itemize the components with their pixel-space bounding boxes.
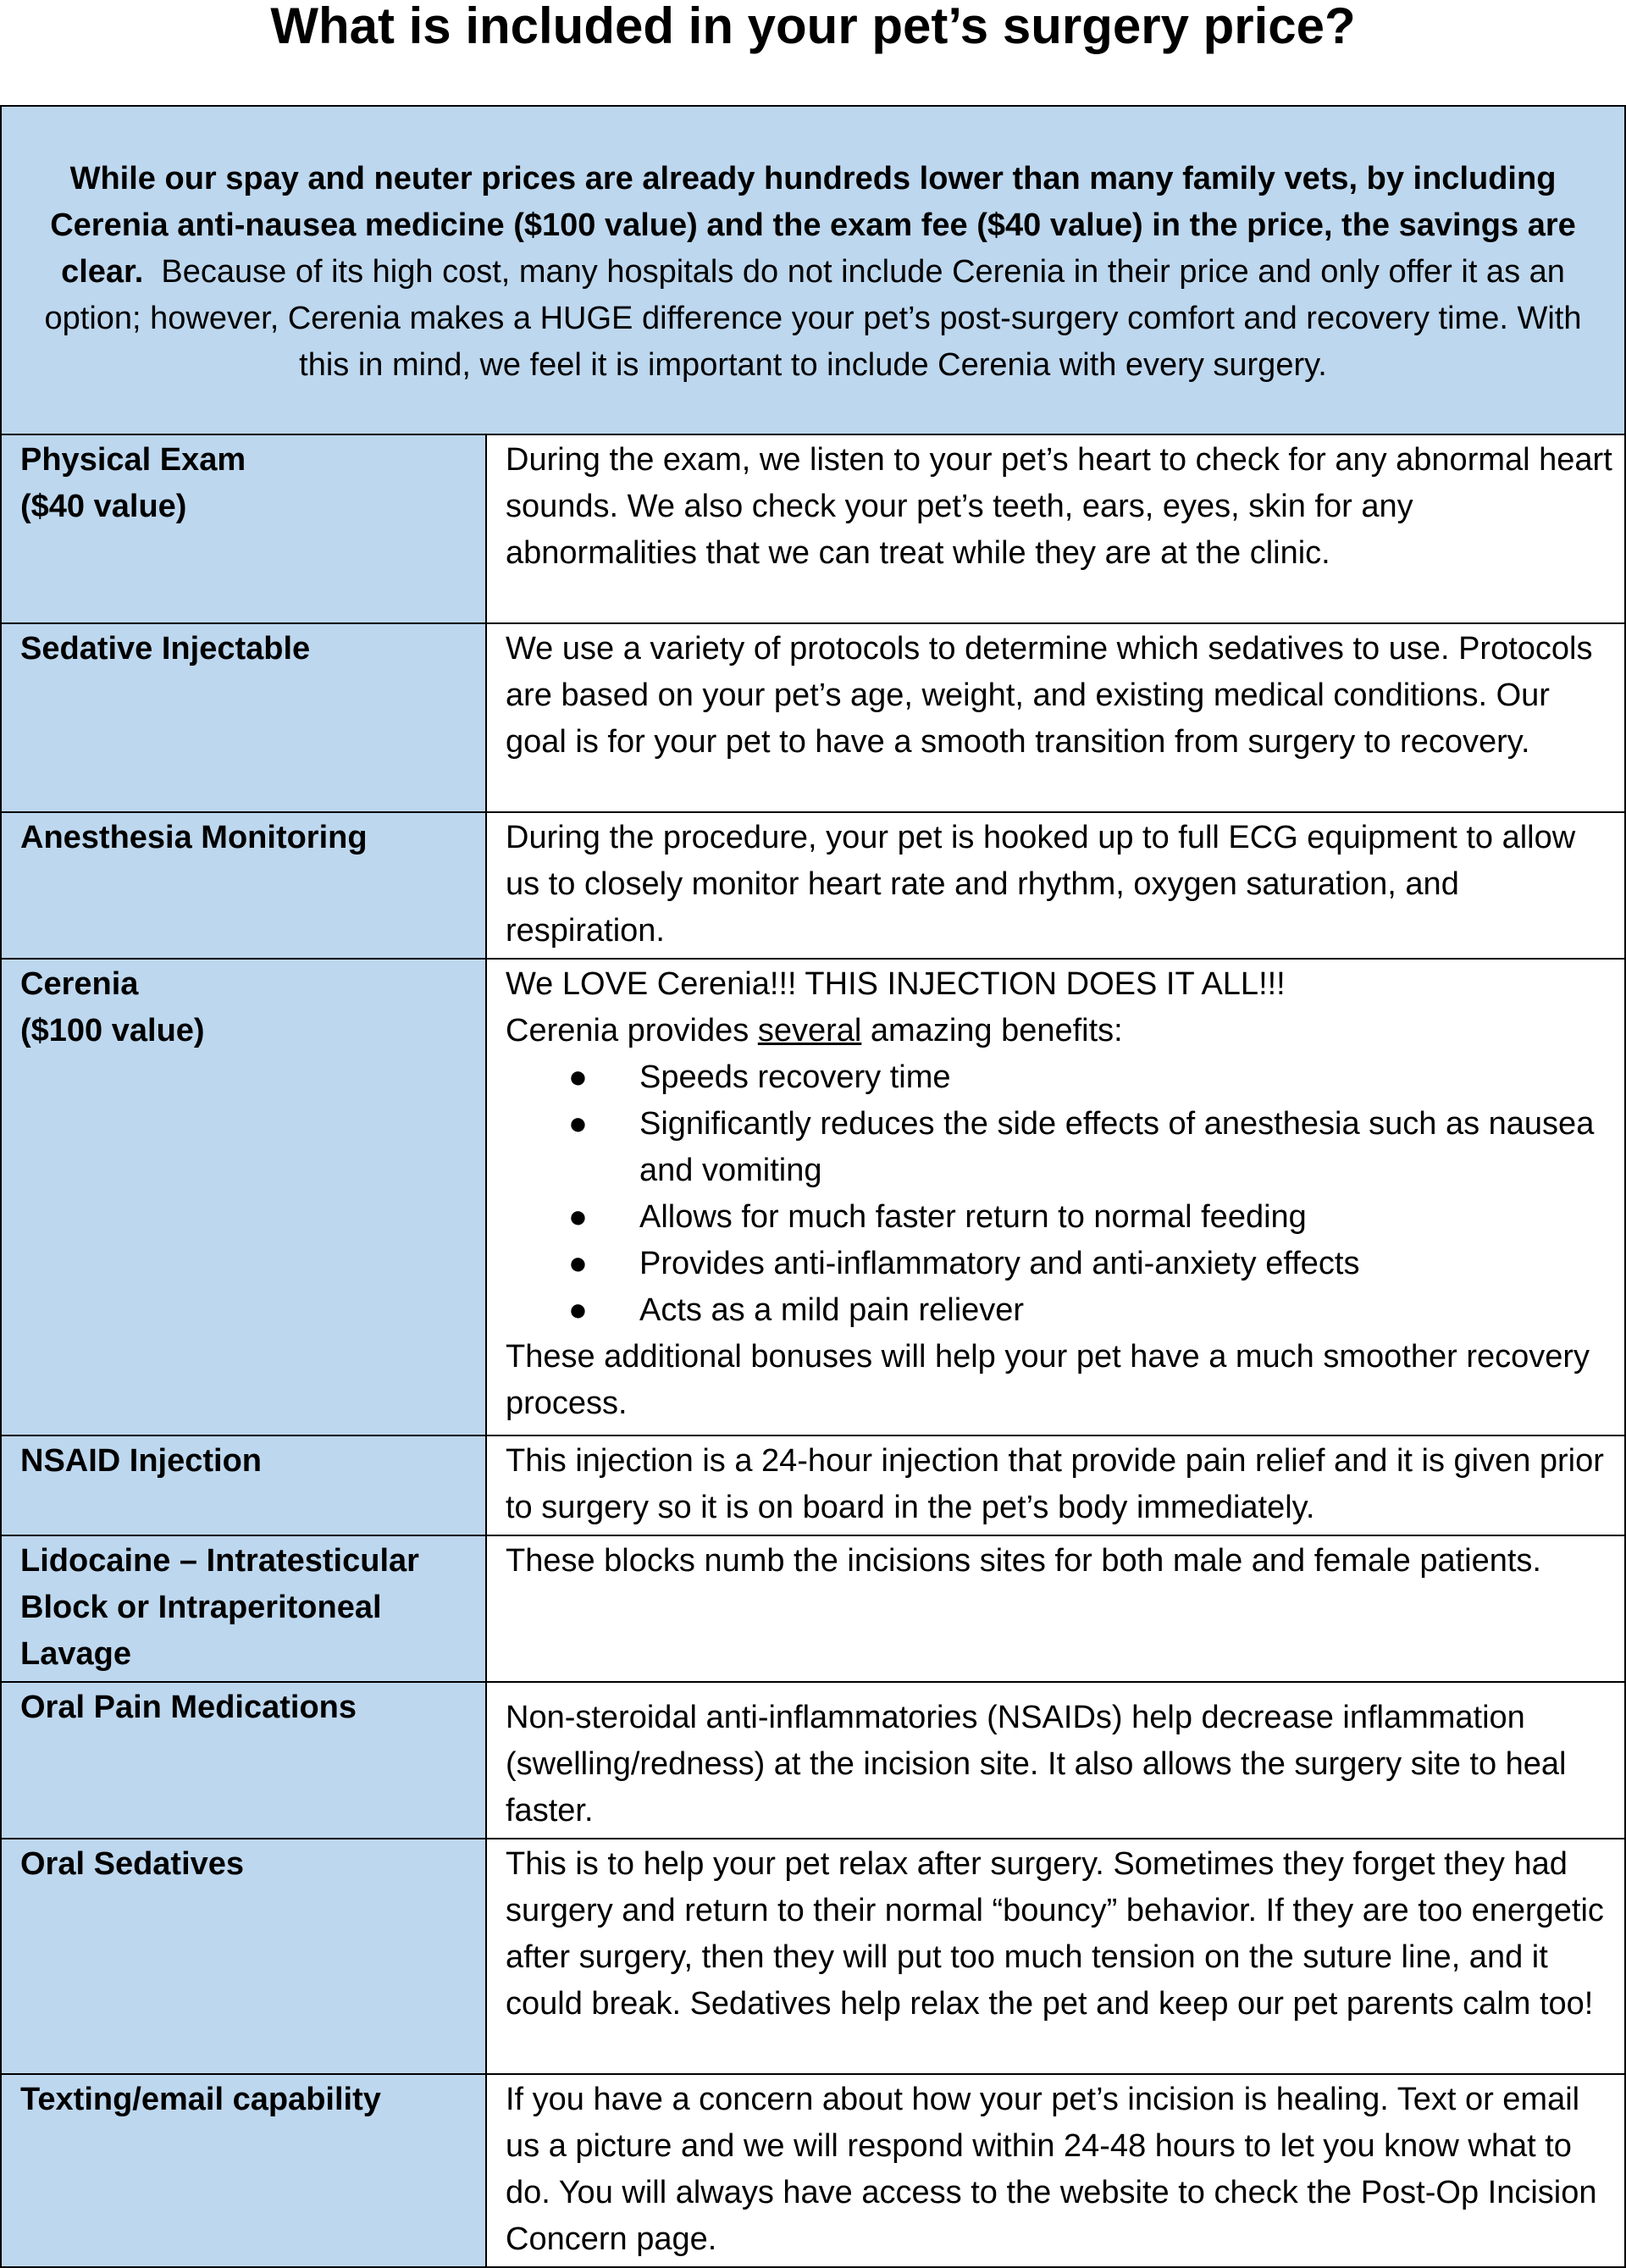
list-item-text: Provides anti-inflammatory and anti-anxiety effects xyxy=(639,1246,1360,1281)
list-item xyxy=(568,1101,1612,1194)
page-title: What is included in your pet’s surgery price? xyxy=(270,0,1356,54)
bullet-icon: ● xyxy=(568,1292,588,1328)
benefits-emphasis: several xyxy=(757,1013,862,1048)
row-label: Sedative Injectable xyxy=(1,623,486,812)
row-label xyxy=(1,434,486,623)
intro-cell xyxy=(1,106,1625,434)
row-description: Non-steroidal anti-inflammatories (NSAIDs) help decrease inflammation (swelling/redness) at the incision site. It also allows the surgery site to heal faster. xyxy=(486,1682,1625,1839)
list-item-text: Significantly reduces the side effects of anesthesia such as nausea and vomiting xyxy=(639,1106,1595,1188)
bullet-icon: ● xyxy=(568,1059,588,1095)
row-label-value: ($40 value) xyxy=(20,489,187,524)
list-item xyxy=(568,1287,1612,1334)
table-row-texting-email xyxy=(1,2074,1625,2267)
surgery-price-table xyxy=(0,105,1626,2268)
bullet-icon: ● xyxy=(568,1246,588,1281)
list-item xyxy=(568,1194,1612,1241)
list-item xyxy=(568,1241,1612,1287)
intro-row xyxy=(1,106,1625,434)
row-label: Texting/email capability xyxy=(1,2074,486,2267)
bullet-icon: ● xyxy=(568,1106,588,1142)
row-label: Anesthesia Monitoring xyxy=(1,812,486,959)
list-item-text: Acts as a mild pain reliever xyxy=(639,1292,1025,1328)
bullet-icon: ● xyxy=(568,1199,588,1235)
list-item xyxy=(568,1054,1612,1101)
row-label: Lidocaine – Intratesticular Block or Intraperitoneal Lavage xyxy=(1,1535,486,1682)
benefits-prefix: Cerenia provides xyxy=(506,1013,749,1048)
row-description: These blocks numb the incisions sites for both male and female patients. xyxy=(486,1535,1625,1682)
row-description: This is to help your pet relax after surgery. Sometimes they forget they had surgery and return to their normal “bouncy” behavior. If they are too energetic after surgery, then they will put too much tension on the suture line, and it could break. Sedatives help relax the pet and keep our pet parents calm too! xyxy=(486,1839,1625,2074)
intro-body-text: Because of its high cost, many hospitals do not include Cerenia in their price and only offer it as an option; however, Cerenia makes a HUGE difference your pet’s post-surgery comfort and recovery time. With this in mind, we feel it is important to include Cerenia with every surgery. xyxy=(44,254,1582,383)
row-label xyxy=(1,959,486,1435)
table-row-anesthesia-monitoring xyxy=(1,812,1625,959)
row-description: During the procedure, your pet is hooked up to full ECG equipment to allow us to closely monitor heart rate and rhythm, oxygen saturation, and respiration. xyxy=(486,812,1625,959)
row-description: This injection is a 24-hour injection that provide pain relief and it is given prior to surgery so it is on board in the pet’s body immediately. xyxy=(486,1435,1625,1535)
benefits-suffix: amazing benefits: xyxy=(870,1013,1123,1048)
table-row-sedative-injectable xyxy=(1,623,1625,812)
row-description: During the exam, we listen to your pet’s heart to check for any abnormal heart sounds. We also check your pet’s teeth, ears, eyes, skin for any abnormalities that we can treat while they are at the clinic. xyxy=(486,434,1625,623)
table-row-oral-sedatives xyxy=(1,1839,1625,2074)
list-item-text: Allows for much faster return to normal feeding xyxy=(639,1199,1307,1235)
intro-bold-text: While our spay and neuter prices are already hundreds lower than many family vets, by including Cerenia anti-nausea medicine ($100 value) and the exam fee ($40 value) in the price, the savings are clear. xyxy=(50,161,1576,290)
cerenia-closing: These additional bonuses will help your pet have a much smoother recovery process. xyxy=(506,1339,1590,1421)
table-row-physical-exam xyxy=(1,434,1625,623)
list-item-text: Speeds recovery time xyxy=(639,1059,951,1095)
cerenia-intro-line: We LOVE Cerenia!!! THIS INJECTION DOES IT ALL!!! xyxy=(506,966,1286,1002)
table-row-cerenia xyxy=(1,959,1625,1435)
row-label-value: ($100 value) xyxy=(20,1013,205,1048)
row-description: If you have a concern about how your pet’s incision is healing. Text or email us a picture and we will respond within 24-48 hours to let you know what to do. You will always have access to the website to check the Post-Op Incision Concern page. xyxy=(486,2074,1625,2267)
row-description xyxy=(486,959,1625,1435)
row-description: We use a variety of protocols to determine which sedatives to use. Protocols are based on your pet’s age, weight, and existing medical conditions. Our goal is for your pet to have a smooth transition from surgery to recovery. xyxy=(486,623,1625,812)
row-label: NSAID Injection xyxy=(1,1435,486,1535)
table-row-lidocaine xyxy=(1,1535,1625,1682)
row-label: Oral Sedatives xyxy=(1,1839,486,2074)
table-row-oral-pain-medications xyxy=(1,1682,1625,1839)
row-label-line: Cerenia xyxy=(20,966,139,1002)
benefit-list xyxy=(506,1054,1612,1334)
row-label: Oral Pain Medications xyxy=(1,1682,486,1839)
table-row-nsaid-injection xyxy=(1,1435,1625,1535)
cerenia-benefits-heading xyxy=(506,1008,1612,1054)
row-label-line: Physical Exam xyxy=(20,442,246,478)
